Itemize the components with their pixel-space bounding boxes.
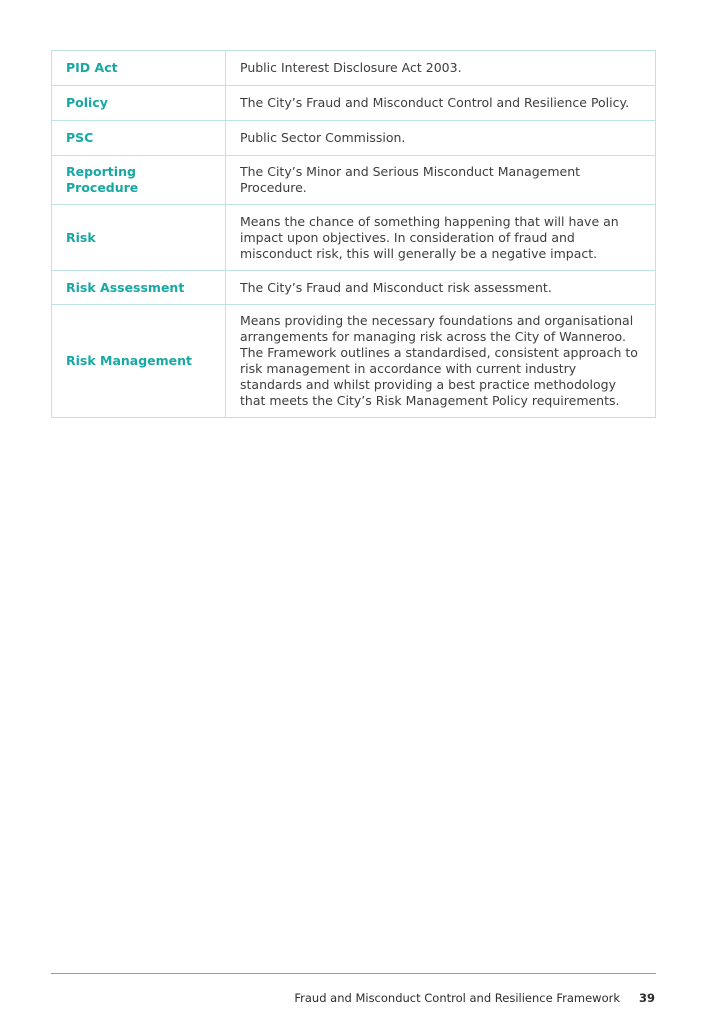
- glossary-term: PSC: [52, 121, 226, 156]
- glossary-definition: Means providing the necessary foundations and organisational arrangements for managing risk across the City of Wanneroo. The Framework outlines a standardised, consistent approach to risk management in accordance with current industry standards and whilst providing a best practice methodology that meets the City’s Risk Management Policy requirements.: [226, 305, 656, 418]
- glossary-definition: The City’s Minor and Serious Misconduct Management Procedure.: [226, 156, 656, 205]
- glossary-term: Policy: [52, 86, 226, 121]
- footer-divider: [51, 973, 656, 974]
- glossary-term: Risk Management: [52, 305, 226, 418]
- glossary-table: [51, 50, 656, 418]
- table-row: [52, 121, 656, 156]
- glossary-term: Risk Assessment: [52, 271, 226, 305]
- table-row: [52, 205, 656, 271]
- table-row: [52, 271, 656, 305]
- page-number: 39: [638, 991, 655, 1005]
- glossary-term: Risk: [52, 205, 226, 271]
- table-row: [52, 86, 656, 121]
- glossary-definition: Public Interest Disclosure Act 2003.: [226, 51, 656, 86]
- glossary-term: Reporting Procedure: [52, 156, 226, 205]
- glossary-definition: The City’s Fraud and Misconduct Control and Resilience Policy.: [226, 86, 656, 121]
- table-row: [52, 51, 656, 86]
- footer-document-title: Fraud and Misconduct Control and Resilience Framework: [294, 991, 620, 1005]
- glossary-definition: Means the chance of something happening that will have an impact upon objectives. In consideration of fraud and misconduct risk, this will generally be a negative impact.: [226, 205, 656, 271]
- table-row: [52, 305, 656, 418]
- glossary-term: PID Act: [52, 51, 226, 86]
- glossary-definition: The City’s Fraud and Misconduct risk assessment.: [226, 271, 656, 305]
- table-row: [52, 156, 656, 205]
- glossary-definition: Public Sector Commission.: [226, 121, 656, 156]
